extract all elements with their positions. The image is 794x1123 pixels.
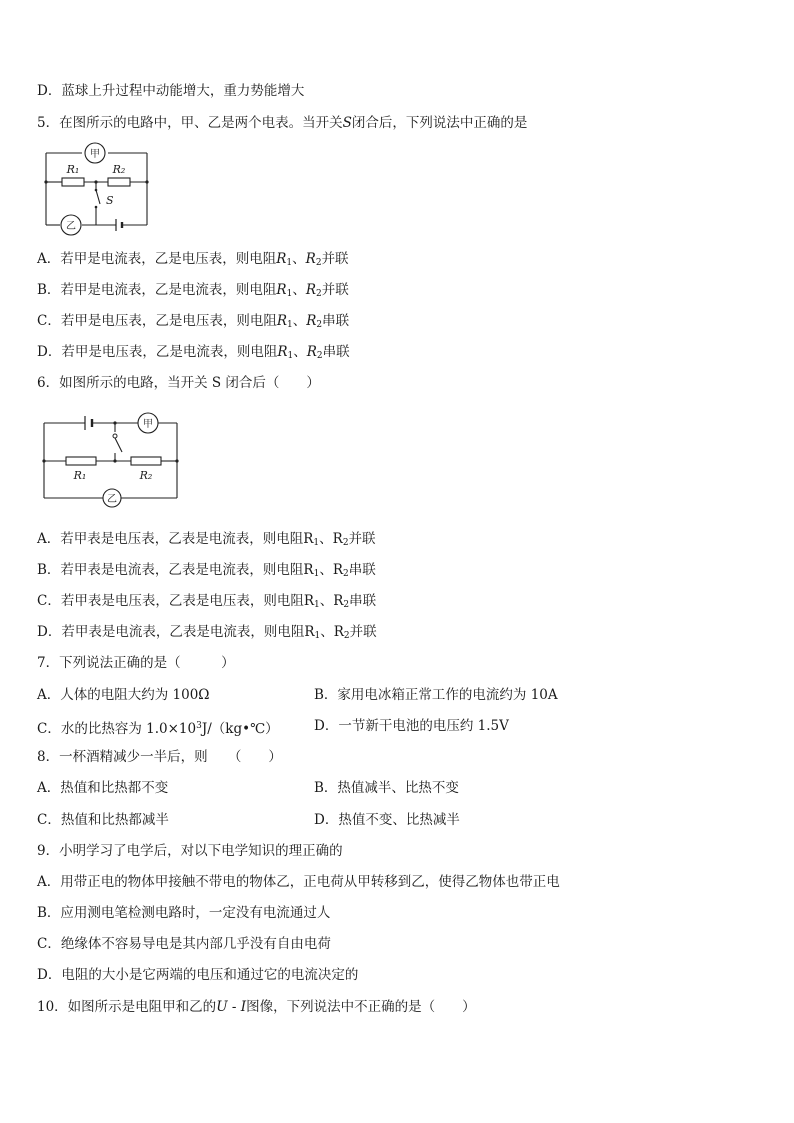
q5-option-d-r1-symbol: R [277, 344, 288, 360]
q5-option-c-option-text: C．若甲是电压表，乙是电压表，则电阻 [37, 313, 277, 329]
q7-option-a: A．人体的电阻大约为 100Ω [37, 687, 210, 703]
q5-option-c-connection-type: 串联 [322, 313, 350, 329]
q5-circuit-diagram [40, 140, 152, 238]
q9-option-a: A．用带正电的物体甲接触不带电的物体乙，正电荷从甲转移到乙，使得乙物体也带正电 [37, 874, 560, 890]
q7-option-c-exponent: 3 [196, 721, 202, 731]
q7-option-c-part2: J/（kg•℃） [201, 721, 279, 737]
q5-option-b-r1-subscript: 1 [286, 289, 293, 299]
q6-option-a-r2-symbol: R [332, 531, 343, 547]
q6-circuit-diagram [38, 408, 182, 512]
q9-stem: 9．小明学习了电学后，对以下电学知识的理正确的 [37, 843, 343, 859]
q6-option-b-r2-subscript: 2 [343, 569, 349, 579]
q5-option-b-r2-subscript: 2 [316, 289, 322, 299]
q5-option-a-r1-symbol: R [276, 251, 287, 267]
q6-option-b-r2-symbol: R [332, 562, 343, 578]
q6-option-d-connection-type: 并联 [349, 624, 377, 640]
q9-option-b: B．应用测电笔检测电路时，一定没有电流通过人 [37, 905, 331, 921]
q6-option-c [37, 592, 376, 614]
q5-option-a-r2-subscript: 2 [315, 258, 322, 268]
q5-stem-part1: 5．在图所示的电路中，甲、乙是两个电表。当开关 [37, 115, 343, 131]
q6-option-c-option-text: C．若甲表是电压表，乙表是电压表，则电阻 [37, 593, 304, 609]
q6-option-b-option-text: B．若甲表是电流表，乙表是电流表，则电阻 [37, 562, 304, 578]
q6-option-d-r2-symbol: R [333, 624, 344, 640]
q6-option-a-connection-type: 并联 [348, 531, 376, 547]
q5-option-d-r2-symbol: R [306, 344, 317, 360]
q6-option-c-r2-subscript: 2 [343, 600, 350, 610]
q9-option-d: D．电阻的大小是它两端的电压和通过它的电流决定的 [37, 967, 359, 983]
q6-option-d-r1-subscript: 1 [314, 631, 321, 641]
q6-option-b-r1-symbol: R [303, 562, 314, 578]
q10-i-symbol: I [240, 999, 247, 1015]
q5-option-c [37, 312, 349, 334]
q7-option-d: D．一节新干电池的电压约 1.5V [314, 718, 509, 734]
q5-option-b-r1-symbol: R [276, 282, 287, 298]
q6-option-a-r1-subscript: 1 [313, 538, 320, 548]
q6-option-c-r1-symbol: R [303, 593, 315, 609]
q4-option-d: D．蓝球上升过程中动能增大，重力势能增大 [37, 83, 305, 99]
q5-option-a-option-text: A．若甲是电流表，乙是电压表，则电阻 [37, 251, 277, 267]
q5-option-d-r2-subscript: 2 [316, 351, 323, 361]
q5-meter-yi-label: 乙 [66, 221, 76, 232]
q6-option-d-separator: 、 [320, 624, 334, 640]
q5-stem-switch: S [342, 115, 352, 131]
q6-option-b [37, 561, 376, 583]
q5-option-c-r2-symbol: R [306, 313, 317, 329]
q5-stem-part2: 闭合后，下列说法中正确的是 [351, 115, 528, 131]
q6-option-a-option-text: A．若甲表是电压表，乙表是电流表，则电阻 [37, 531, 304, 547]
q10-stem [37, 998, 476, 1016]
q5-option-c-r1-symbol: R [276, 313, 288, 329]
q5-stem [37, 114, 527, 132]
q5-switch-label: S [106, 194, 114, 207]
q6-option-a-r1-symbol: R [303, 531, 314, 547]
q7-option-c-part1: C．水的比热容为 1.0×10 [37, 721, 197, 737]
q5-option-b-separator: 、 [292, 282, 306, 298]
q6-option-c-connection-type: 串联 [349, 593, 377, 609]
q7-option-c [37, 717, 279, 738]
q6-option-c-r2-symbol: R [333, 593, 344, 609]
q6-r1-label: R₁ [73, 469, 87, 482]
q6-option-a-separator: 、 [319, 531, 333, 547]
q6-option-a-r2-subscript: 2 [342, 538, 349, 548]
q5-option-b-r2-symbol: R [305, 282, 316, 298]
q10-stem-part2: 图像，下列说法中不正确的是（ ） [246, 999, 476, 1015]
q6-option-a [37, 530, 376, 552]
q6-option-b-separator: 、 [319, 562, 333, 578]
q6-r2-label: R₂ [139, 469, 153, 482]
q6-option-b-r1-subscript: 1 [313, 569, 320, 579]
q6-meter-yi-label: 乙 [107, 494, 117, 505]
q6-option-d-option-text: D．若甲表是电流表，乙表是电流表，则电阻 [37, 624, 305, 640]
q5-option-a-separator: 、 [292, 251, 306, 267]
q5-option-b-option-text: B．若甲是电流表，乙是电流表，则电阻 [37, 282, 277, 298]
q9-option-c: C．绝缘体不容易导电是其内部几乎没有自由电荷 [37, 936, 331, 952]
q6-option-d [37, 623, 377, 645]
q10-stem-part1: 10．如图所示是电阻甲和乙的 [37, 999, 217, 1015]
q5-option-b [37, 281, 349, 303]
q8-option-c: C．热值和比热都减半 [37, 812, 169, 828]
q6-option-d-r2-subscript: 2 [343, 631, 350, 641]
q10-u-symbol: U [216, 999, 228, 1015]
q5-option-a-r2-symbol: R [305, 251, 316, 267]
q5-option-a-r1-subscript: 1 [286, 258, 293, 268]
q5-option-d [37, 343, 350, 365]
q5-option-d-r1-subscript: 1 [287, 351, 294, 361]
q6-option-c-separator: 、 [319, 593, 334, 609]
q6-option-b-connection-type: 串联 [348, 562, 376, 578]
q5-option-b-connection-type: 并联 [321, 282, 349, 298]
q5-option-c-r1-subscript: 1 [287, 320, 293, 330]
q5-meter-jia-label: 甲 [90, 149, 100, 160]
q8-option-a: A．热值和比热都不变 [37, 780, 169, 796]
q5-option-a-connection-type: 并联 [321, 251, 349, 267]
q7-stem: 7．下列说法正确的是（ ） [37, 655, 235, 671]
q8-option-b: B．热值减半、比热不变 [314, 780, 459, 796]
q5-option-c-r2-subscript: 2 [316, 320, 323, 330]
q7-option-b: B．家用电冰箱正常工作的电流约为 10A [314, 687, 558, 703]
q5-r1-label: R₁ [66, 163, 80, 176]
q8-option-d: D．热值不变、比热减半 [314, 812, 460, 828]
q5-option-d-separator: 、 [293, 344, 307, 360]
q5-option-c-separator: 、 [292, 313, 307, 329]
q5-option-d-connection-type: 串联 [322, 344, 350, 360]
q6-stem: 6．如图所示的电路，当开关 S 闭合后（ ） [37, 375, 320, 391]
q5-option-d-option-text: D．若甲是电压表，乙是电流表，则电阻 [37, 344, 278, 360]
q10-dash: - [227, 999, 241, 1015]
q5-r2-label: R₂ [112, 163, 126, 176]
q6-option-d-r1-symbol: R [304, 624, 315, 640]
q6-option-c-r1-subscript: 1 [314, 600, 320, 610]
q8-stem: 8．一杯酒精减少一半后，则 （ ） [37, 749, 282, 765]
q6-meter-jia-label: 甲 [143, 419, 153, 430]
q5-option-a [37, 250, 349, 272]
